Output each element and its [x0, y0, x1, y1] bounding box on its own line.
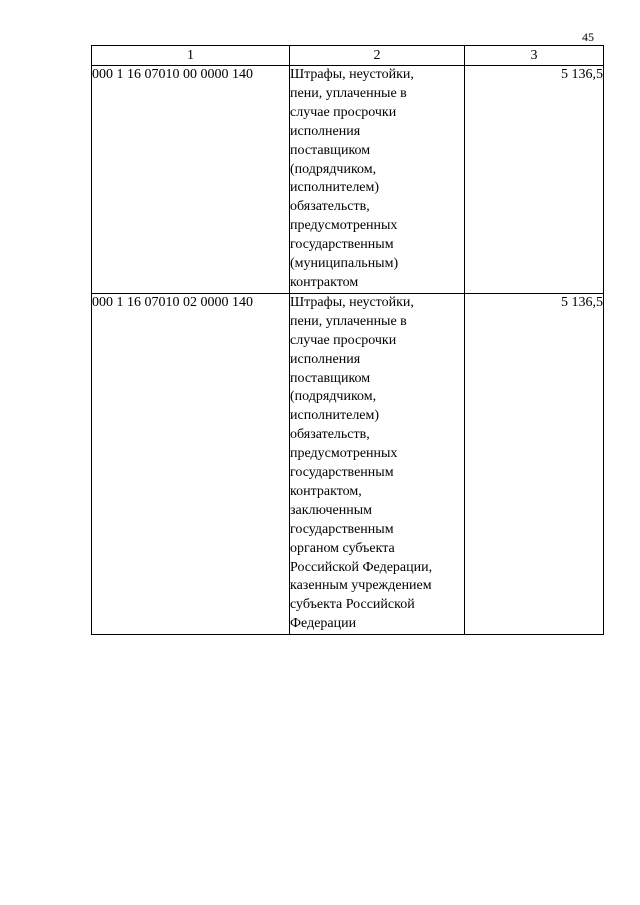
description-line: предусмотренных [290, 218, 398, 234]
description-line: поставщиком [290, 142, 371, 158]
column-header-2: 2 [290, 46, 465, 66]
amount-value: 5 136,5 [465, 66, 604, 294]
description-line: случае просрочки [290, 104, 397, 120]
amount-value: 5 136,5 [465, 293, 604, 634]
table-body [92, 66, 604, 635]
description-line: пени, уплаченные в [290, 313, 407, 329]
revenue-description [290, 293, 465, 634]
description-line: Штрафы, неустойки, [290, 67, 414, 82]
description-line: обязательств, [290, 199, 370, 215]
description-line: случае просрочки [290, 332, 397, 348]
budget-classification-code: 000 1 16 07010 02 0000 140 [92, 293, 290, 634]
description-line: (муниципальным) [290, 256, 399, 272]
description-line: исполнителем) [290, 180, 380, 196]
table-row [92, 293, 604, 634]
description-line: государственным [290, 465, 394, 481]
column-header-1: 1 [92, 46, 290, 66]
description-line: заключенным [290, 502, 372, 518]
description-line: государственным [290, 521, 394, 537]
description-line: субъекта Российской [290, 597, 415, 613]
description-line: поставщиком [290, 370, 371, 386]
description-line: казенным учреждением [290, 578, 432, 594]
description-line: Штрафы, неустойки, [290, 294, 414, 310]
budget-classification-code: 000 1 16 07010 00 0000 140 [92, 66, 290, 294]
budget-revenue-table [91, 45, 604, 635]
description-line: пени, уплаченные в [290, 85, 407, 101]
page-number: 45 [582, 30, 594, 44]
description-line: предусмотренных [290, 446, 398, 462]
description-line: исполнения [290, 123, 361, 139]
description-line: (подрядчиком, [290, 389, 377, 405]
revenue-description [290, 66, 465, 294]
description-line: исполнения [290, 351, 361, 367]
description-line: исполнителем) [290, 408, 380, 424]
description-line: (подрядчиком, [290, 161, 377, 177]
column-header-3: 3 [465, 46, 604, 66]
description-line: Федерации [290, 616, 357, 632]
table-header-row [92, 46, 604, 66]
description-line: органом субъекта [290, 540, 395, 556]
table-row [92, 66, 604, 294]
description-line: контрактом [290, 274, 359, 290]
description-line: обязательств, [290, 427, 370, 443]
description-line: государственным [290, 237, 394, 253]
description-line: Российской Федерации, [290, 559, 433, 575]
description-line: контрактом, [290, 483, 362, 499]
